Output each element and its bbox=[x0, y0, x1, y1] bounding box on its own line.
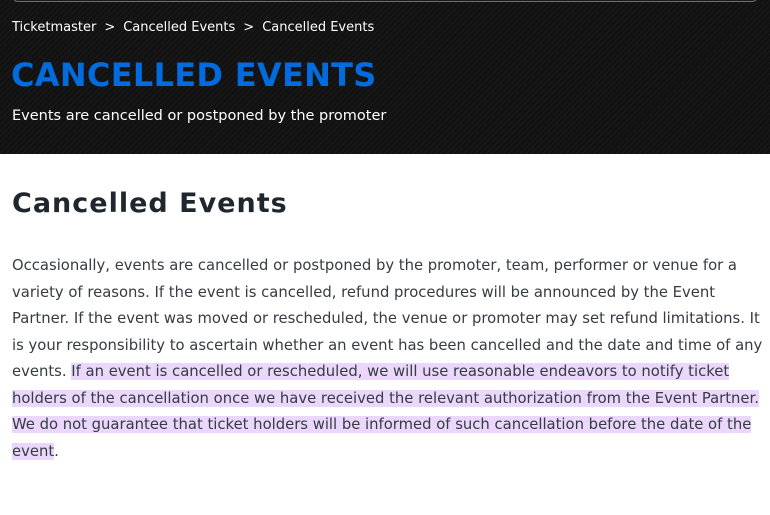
breadcrumb-link-cancelled-events[interactable]: Cancelled Events bbox=[123, 20, 236, 35]
paragraph-text: Occasionally, events are cancelled or postponed by the promoter, team, performer or venue for a variety of reasons. If the event is cancelled, refund procedures will be announced by the Event Partner. If the event was moved or rescheduled, the venue or promoter may set refund limitations. It is your responsibility to ascertain whether an event has been cancelled and the date and time of any events. bbox=[12, 257, 763, 380]
breadcrumb-separator: > bbox=[243, 20, 255, 35]
page-subtitle: Events are cancelled or postponed by the promoter bbox=[12, 108, 387, 124]
breadcrumb-link-ticketmaster[interactable]: Ticketmaster bbox=[12, 20, 97, 35]
body-paragraph bbox=[12, 253, 764, 465]
section-title: Cancelled Events bbox=[12, 188, 288, 219]
paragraph-end: . bbox=[54, 442, 59, 460]
breadcrumb-current: Cancelled Events bbox=[262, 20, 375, 35]
page-title: CANCELLED EVENTS bbox=[11, 56, 377, 94]
search-bar-edge[interactable] bbox=[12, 0, 758, 2]
breadcrumb-separator: > bbox=[104, 20, 116, 35]
highlighted-text: If an event is cancelled or rescheduled, we will use reasonable endeavors to notify ticket holders of the cancellation once we have received the relevant authorization from the Event Partner. We do not guarantee that ticket holders will be informed of such cancellation before the date of the event bbox=[12, 363, 759, 460]
breadcrumb bbox=[12, 20, 374, 35]
hero-banner bbox=[0, 0, 770, 154]
